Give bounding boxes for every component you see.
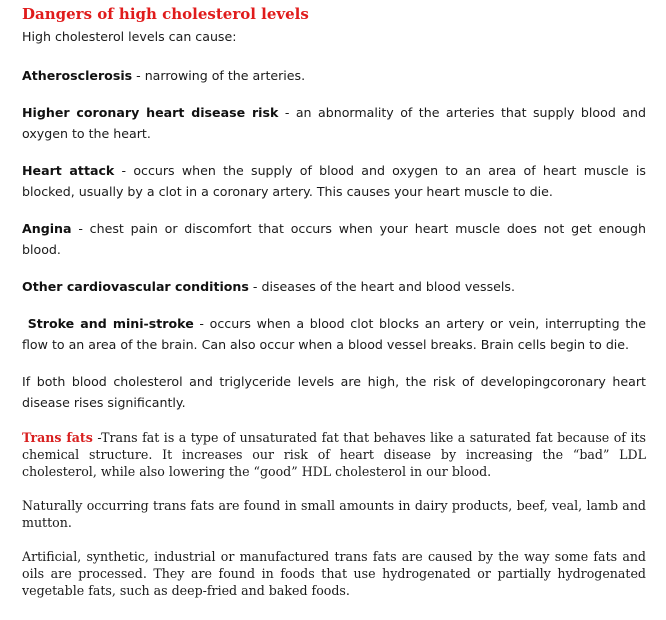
trans-fats-intro [22,429,646,480]
condition-term: Stroke and mini-stroke [27,316,194,331]
condition-heart-attack [22,160,646,202]
trans-fats-term: Trans fats [22,430,93,445]
intro-text: High cholesterol levels can cause: [22,29,237,44]
condition-angina [22,218,646,260]
condition-description: - diseases of the heart and blood vessels. [248,279,515,294]
article [22,4,646,616]
trans-fats-description: -Trans fat is a type of unsaturated fat that behaves like a saturated fat because of its chemical structure. It increases our risk of heart disease by increasing the “bad” LDL cholesterol, while also lowering the “good” HDL cholesterol in our blood. [22,430,646,479]
condition-term: Atherosclerosis [22,68,133,83]
condition-description: - an abnormality of the arteries that supply blood and oxygen to the heart. [22,105,646,141]
condition-atherosclerosis [22,65,646,86]
condition-term: Other cardiovascular conditions [22,279,249,294]
trans-fats-natural: Naturally occurring trans fats are found in small amounts in dairy products, beef, veal, lamb and mutton. [22,498,646,530]
page-title: Dangers of high cholesterol levels [22,5,309,23]
condition-term: Angina [22,221,72,236]
condition-description: - occurs when the supply of blood and oxygen to an area of heart muscle is blocked, usually by a clot in a coronary artery. This causes your heart muscle to die. [22,163,646,199]
condition-description: - occurs when a blood clot blocks an artery or vein, interrupting the flow to an area of the brain. Can also occur when a blood vessel breaks. Brain cells begin to die. [22,316,646,352]
condition-description: - narrowing of the arteries. [132,68,306,83]
condition-stroke [22,313,646,355]
condition-other-cardiovascular [22,276,646,297]
condition-description: - chest pain or discomfort that occurs when your heart muscle does not get enough blood. [22,221,646,257]
condition-coronary-risk [22,102,646,144]
condition-term: Heart attack [22,163,115,178]
risk-summary: If both blood cholesterol and triglyceride levels are high, the risk of developingcoronary heart disease rises significantly. [22,374,646,410]
trans-fats-artificial: Artificial, synthetic, industrial or manufactured trans fats are caused by the way some fats and oils are processed. They are found in foods that use hydrogenated or partially hydrogenated vegetable fats, such as deep-fried and baked foods. [22,549,646,598]
condition-term: Higher coronary heart disease risk [22,105,279,120]
